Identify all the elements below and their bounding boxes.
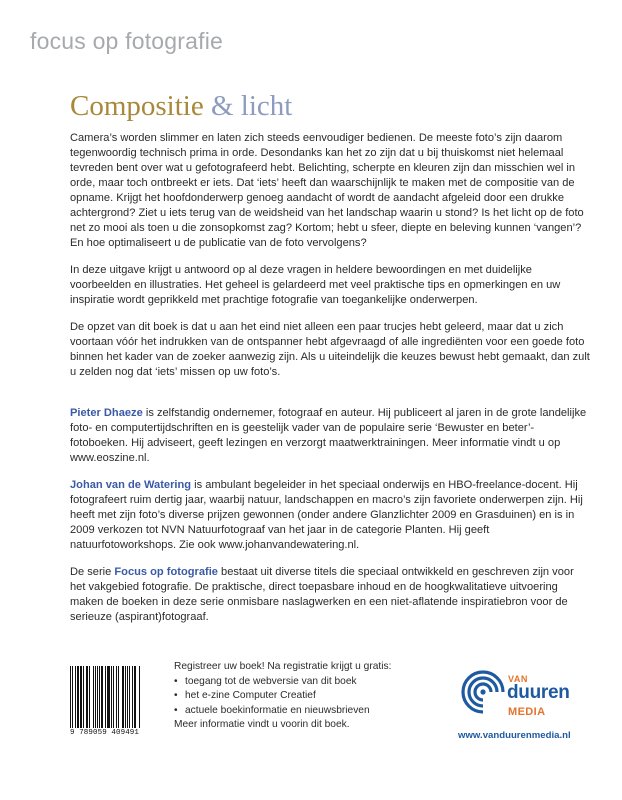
barcode-space bbox=[140, 666, 141, 728]
paragraph-approach: De opzet van dit boek is dat u aan het eind niet alleen een paar trucjes hebt geleerd, maar dat u zich voortaan vóór het indrukken van de ontspanner hebt afgevraagd of alle ingrediënten voor een goede foto binnen het kader van de zoeker aanwezig zijn. Als u uiteindelijk die keuzes bewust hebt gemaakt, dan zult u zelden nog dat ‘iets’ missen op uw foto’s. bbox=[70, 321, 590, 378]
back-cover-text bbox=[70, 131, 592, 637]
barcode-digits: 9 789059 409491 bbox=[70, 729, 140, 737]
isbn-barcode bbox=[70, 666, 162, 742]
author-bio-text: is ambulant begeleider in het speciaal onderwijs en HBO-freelance-docent. Hij fotografeert ruim dertig jaar, waarbij natuur, landschappen en macro’s zijn favoriete onderwerpen zijn. Hij heeft met zijn foto’s diverse prijzen gewonnen (onder andere Glanzlichter 2009 en Grasduinen) en is in 2009 verkozen tot NVN Natuurfotograaf van het jaar in de categorie Planten. Hij geeft natuurfotoworkshops. Zie ook www.johanvandewatering.nl. bbox=[70, 479, 583, 551]
book-title bbox=[70, 90, 292, 123]
publisher-swirl-icon bbox=[460, 668, 506, 724]
title-part-2: & licht bbox=[210, 90, 293, 122]
series-description bbox=[70, 565, 592, 625]
author-bio-johan bbox=[70, 478, 592, 553]
series-prefix: De serie bbox=[70, 566, 115, 578]
list-item: • actuele boekinformatie en nieuwsbrieven bbox=[174, 704, 444, 719]
title-part-1: Compositie bbox=[70, 90, 204, 122]
author-bio-pieter bbox=[70, 406, 592, 466]
publisher-duuren: duuren bbox=[507, 682, 570, 703]
list-item: • toegang tot de webversie van dit boek bbox=[174, 675, 444, 690]
series-title: focus op fotografie bbox=[30, 28, 224, 54]
registration-list bbox=[174, 675, 444, 719]
series-suffix: bestaat uit diverse titels die speciaal ontwikkeld en geschreven zijn voor het vakgebied fotografie. De praktische, direct toepasbare inhoud en de hoogkwalitatieve uitvoering maken de boeken in deze serie onmisbare naslagwerken en een niet-aflatende inspiratiebron voor de serieuze (aspirant)fotograaf. bbox=[70, 566, 574, 623]
barcode-bars bbox=[70, 666, 162, 728]
registration-intro: Registreer uw boek! Na registratie krijgt u gratis: bbox=[174, 661, 392, 672]
back-cover-footer bbox=[70, 660, 592, 750]
publisher-van: VAN bbox=[508, 674, 528, 684]
author-name: Johan van de Watering bbox=[70, 479, 192, 491]
paragraph-content: In deze uitgave krijgt u antwoord op al deze vragen in heldere bewoordingen en met duidelijke voorbeelden en illustraties. Het geheel is gelardeerd met veel praktische tips en opmerkingen en uw inspiratie wordt geprikkeld met prachtige fotografie van toegankelijke onderwerpen. bbox=[70, 264, 561, 306]
publisher-url[interactable]: www.vanduurenmedia.nl bbox=[458, 730, 571, 741]
publisher-media: MEDIA bbox=[508, 706, 546, 718]
series-name: Focus op fotografie bbox=[114, 566, 218, 578]
registration-info bbox=[174, 660, 444, 733]
author-name: Pieter Dhaeze bbox=[70, 407, 143, 419]
list-item: • het e-zine Computer Creatief bbox=[174, 689, 444, 704]
paragraph-intro: Camera’s worden slimmer en laten zich steeds eenvoudiger bedienen. De meeste foto’s zijn daarom tegenwoordig technisch prima in orde. Desondanks kan het zo zijn dat u bij thuiskomst niet helemaal tevreden bent over wat u gefotografeerd hebt. Belichting, scherpte en kleuren zijn dan misschien wel in orde, maar toch ontbreekt er iets. Dat ‘iets’ heeft dan waarschijnlijk te maken met de compositie van de opname. Krijgt het hoofdonderwerp genoeg aandacht of wordt de aandacht afgeleid door een drukke achtergrond? Ziet u iets terug van de weidsheid van het landschap waarin u stond? Is het licht op de foto net zo mooi als toen u die zonsopkomst zag? Kortom; hebt u sfeer, diepte en beleving kunnen ‘vangen’? En hoe optimaliseert u de publicatie van de foto vervolgens? bbox=[70, 132, 584, 249]
author-bio-text: is zelfstandig ondernemer, fotograaf en auteur. Hij publiceert al jaren in de grote landelijke foto- en computertijdschriften en is geestelijk vader van de populaire serie ‘Bewuster en beter’-fotoboeken. Hij adviseert, geeft lezingen en verzorgt maatwerktrainingen. Meer informatie vindt u op www.eoszine.nl. bbox=[70, 407, 587, 464]
publisher-logo[interactable] bbox=[458, 666, 592, 744]
registration-outro: Meer informatie vindt u voorin dit boek. bbox=[174, 719, 350, 731]
